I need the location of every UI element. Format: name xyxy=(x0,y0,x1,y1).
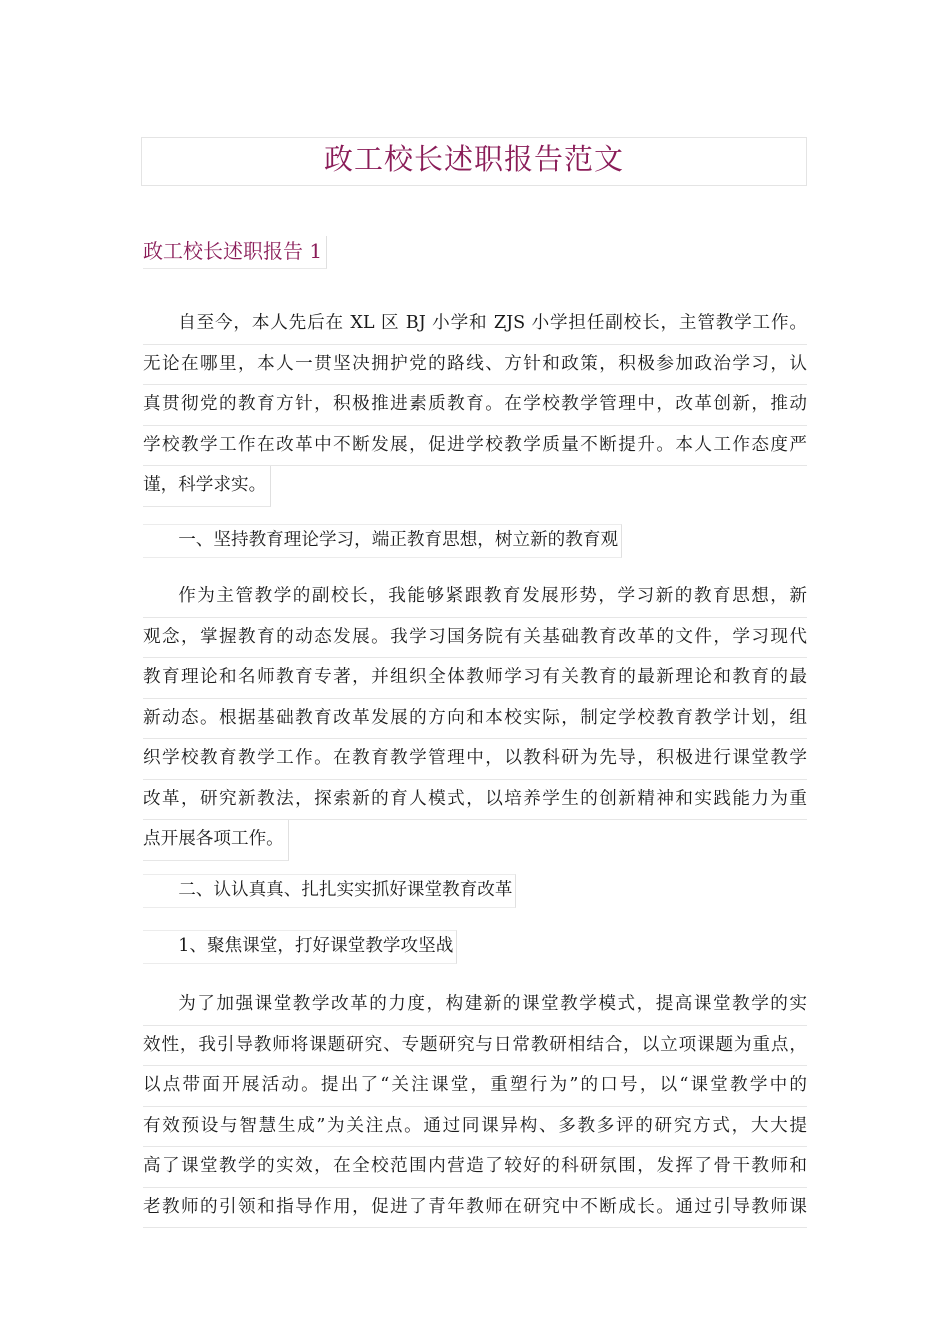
paragraph-1 xyxy=(143,304,807,522)
paragraph-line: 有效预设与智慧生成”为关注点。通过同课异构、多教多评的研究方式，大大提 xyxy=(143,1107,807,1148)
paragraph-line: 自至今，本人先后在 XL 区 BJ 小学和 ZJS 小学担任副校长，主管教学工作。 xyxy=(143,304,807,345)
paragraph-line: 教育理论和名师教育专著，并组织全体教师学习有关教育的最新理论和教育的最 xyxy=(143,658,807,699)
paragraph-line: 点开展各项工作。 xyxy=(143,820,289,861)
section-title: 政工校长述职报告 1 xyxy=(143,236,327,269)
paragraph-line: 作为主管教学的副校长，我能够紧跟教育发展形势，学习新的教育思想，新 xyxy=(143,577,807,618)
paragraph-line: 为了加强课堂教学改革的力度，构建新的课堂教学模式，提高课堂教学的实 xyxy=(143,985,807,1026)
paragraph-line: 新动态。根据基础教育改革发展的方向和本校实际，制定学校教育教学计划，组 xyxy=(143,699,807,740)
heading-1: 一、坚持教育理论学习，端正教育思想，树立新的教育观 xyxy=(143,524,622,558)
paragraph-line: 老教师的引领和指导作用，促进了青年教师在研究中不断成长。通过引导教师课 xyxy=(143,1188,807,1229)
paragraph-2 xyxy=(143,577,807,876)
document-title: 政工校长述职报告范文 xyxy=(141,137,807,186)
paragraph-line: 改革，研究新教法，探索新的育人模式，以培养学生的创新精神和实践能力为重 xyxy=(143,780,807,821)
paragraph-line: 无论在哪里，本人一贯坚决拥护党的路线、方针和政策，积极参加政治学习，认 xyxy=(143,345,807,386)
paragraph-line: 以点带面开展活动。提出了“关注课堂，重塑行为”的口号，以“课堂教学中的 xyxy=(143,1066,807,1107)
paragraph-line: 谨，科学求实。 xyxy=(143,466,271,507)
paragraph-line: 观念，掌握教育的动态发展。我学习国务院有关基础教育改革的文件，学习现代 xyxy=(143,618,807,659)
paragraph-3 xyxy=(143,985,807,1228)
paragraph-line: 效性，我引导教师将课题研究、专题研究与日常教研相结合，以立项课题为重点， xyxy=(143,1026,807,1067)
paragraph-line: 织学校教育教学工作。在教育教学管理中，以教科研为先导，积极进行课堂教学 xyxy=(143,739,807,780)
heading-2: 二、认认真真、扎扎实实抓好课堂教育改革 xyxy=(143,874,516,908)
paragraph-line: 真贯彻党的教育方针，积极推进素质教育。在学校教学管理中，改革创新，推动 xyxy=(143,385,807,426)
heading-3: 1、聚焦课堂，打好课堂教学攻坚战 xyxy=(143,930,457,964)
paragraph-line: 学校教学工作在改革中不断发展，促进学校教学质量不断提升。本人工作态度严 xyxy=(143,426,807,467)
paragraph-line: 高了课堂教学的实效，在全校范围内营造了较好的科研氛围，发挥了骨干教师和 xyxy=(143,1147,807,1188)
